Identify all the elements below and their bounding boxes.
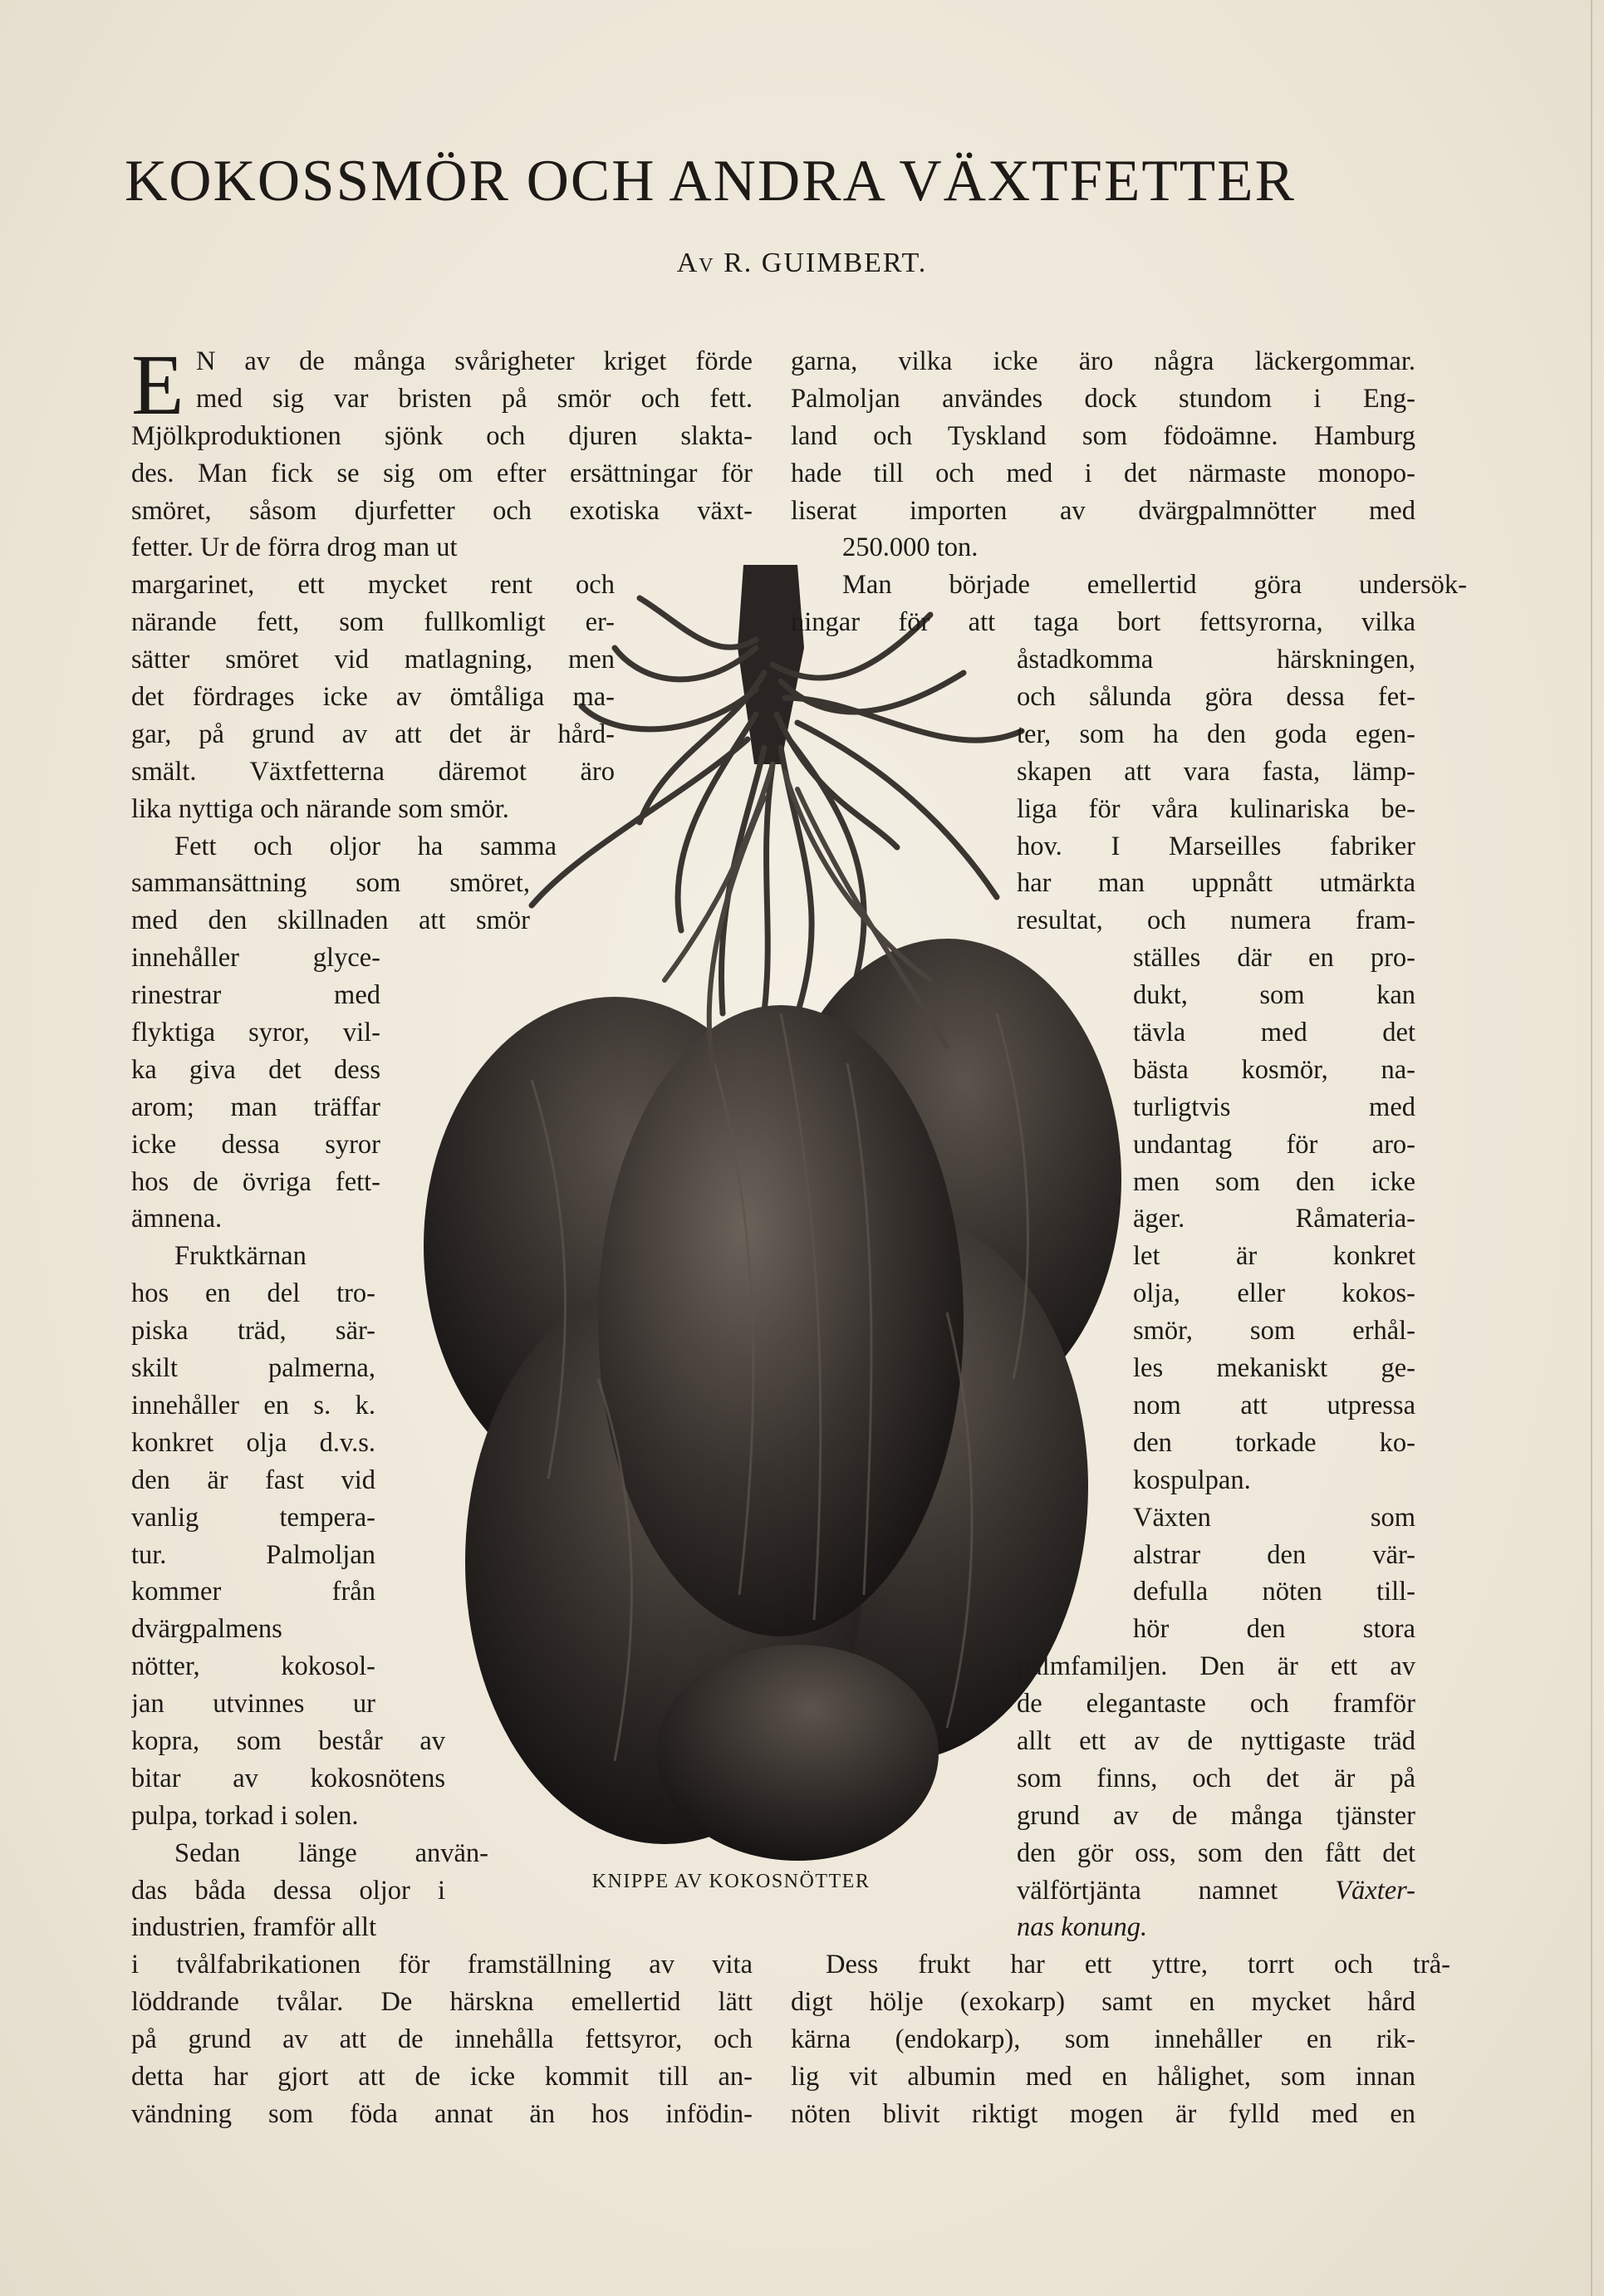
right-text-line: som finns, och det är på: [1017, 1763, 1415, 1793]
left-text-line: pulpa, torkad i solen.: [131, 1800, 359, 1831]
byline-author: R. GUIMBERT.: [724, 248, 928, 278]
right-text-line: den gör oss, som den fått det: [1017, 1837, 1415, 1868]
left-text-line: konkret olja d.v.s.: [131, 1427, 375, 1458]
left-column: [131, 337, 753, 2133]
right-text-line: les mekaniskt ge-: [1133, 1353, 1415, 1384]
left-text-line: vändning som föda annat än hos infödin-: [131, 2098, 753, 2129]
article-byline: [0, 248, 1604, 279]
right-text-line: garna, vilka icke äro några läckergommar.: [791, 346, 1415, 376]
left-text-line: på grund av att de innehålla fettsyror, och: [131, 2024, 753, 2055]
right-text-line: ställes där en pro-: [1133, 943, 1415, 974]
left-text-line: sätter smöret vid matlagning, men: [131, 645, 615, 675]
left-text-line: industrien, framför allt: [131, 1912, 377, 1943]
drop-cap: E: [131, 337, 184, 433]
right-text-line: hör den stora: [1133, 1614, 1415, 1645]
right-text-line: Växten som: [1133, 1502, 1415, 1533]
left-text-line: ämnena.: [131, 1204, 223, 1234]
left-text-line: skilt palmerna,: [131, 1353, 375, 1384]
left-text-line: das båda dessa oljor i: [131, 1875, 445, 1906]
left-text-line: ka giva det dess: [131, 1054, 380, 1085]
left-text-line: kommer från: [131, 1577, 375, 1607]
left-text-line: detta har gjort att de icke kommit till an-: [131, 2061, 753, 2092]
left-text-line: det fördrages icke av ömtåliga ma-: [131, 682, 615, 713]
right-text-line: resultat, och numera fram-: [1017, 905, 1415, 936]
right-text-line: land och Tyskland som födoämne. Hamburg: [791, 420, 1415, 451]
page-edge: [1591, 0, 1592, 2296]
right-text-line: kärna (endokarp), som innehåller en rik-: [791, 2024, 1415, 2055]
left-text-line: smöret, såsom djurfetter och exotiska växt-: [131, 495, 753, 526]
left-text-line: innehåller en s. k.: [131, 1390, 375, 1420]
left-text-line: sammansättning som smöret,: [131, 868, 530, 899]
left-text-line: närande fett, som fullkomligt er-: [131, 607, 615, 638]
left-text-line: nötter, kokosol-: [131, 1651, 375, 1682]
left-text-line: smält. Växtfetterna däremot äro: [131, 756, 615, 787]
figure-caption: KNIPPE AV KOKOSNÖTTER: [591, 1871, 871, 1892]
right-text-line: och sålunda göra dessa fet-: [1017, 682, 1415, 713]
right-text-line: turligtvis med: [1133, 1092, 1415, 1122]
left-text-line: kopra, som består av: [131, 1725, 445, 1756]
right-text-line: hade till och med i det närmaste monopo-: [791, 458, 1415, 488]
left-text-line: hos en del tro-: [131, 1278, 375, 1309]
right-text-line: skapen att vara fasta, lämp-: [1017, 756, 1415, 787]
right-text-line: lig vit albumin med en hålighet, som innan: [791, 2061, 1415, 2092]
left-text-line: margarinet, ett mycket rent och: [131, 570, 615, 601]
left-text-line: arom; man träffar: [131, 1092, 380, 1122]
right-text-line: allt ett av de nyttigaste träd: [1017, 1725, 1415, 1756]
right-text-line: 250.000 ton.: [842, 532, 979, 563]
left-text-line: des. Man fick se sig om efter ersättningar för: [131, 458, 753, 488]
left-text-line: Sedan länge använ-: [174, 1837, 488, 1868]
left-text-line: flyktiga syror, vil-: [131, 1018, 380, 1048]
right-text-line: äger. Råmateria-: [1133, 1204, 1415, 1234]
italic-term: Växter-: [1335, 1875, 1415, 1906]
right-text-line: nöten blivit riktigt mogen är fylld med en: [791, 2098, 1415, 2129]
left-text-line: lika nyttiga och närande som smör.: [131, 793, 509, 824]
left-text-line: med den skillnaden att smör: [131, 905, 530, 936]
left-text-line: innehåller glyce-: [131, 943, 380, 974]
right-text-line: välförtjänta namnet Växter-: [1017, 1875, 1415, 1906]
left-text-line: den är fast vid: [131, 1464, 375, 1495]
left-text-line: N av de många svårigheter kriget förde: [196, 346, 753, 376]
right-text-line: bästa kosmör, na-: [1133, 1054, 1415, 1085]
left-text-line: bitar av kokosnötens: [131, 1763, 445, 1793]
right-text-line: kospulpan.: [1133, 1464, 1251, 1495]
right-text-line: alstrar den vär-: [1133, 1539, 1415, 1570]
left-text-line: vanlig tempera-: [131, 1502, 375, 1533]
right-text-line: åstadkomma härskningen,: [1017, 645, 1415, 675]
right-text-line: liserat importen av dvärgpalmnötter med: [791, 495, 1415, 526]
right-text-line: let är konkret: [1133, 1241, 1415, 1272]
right-column: [791, 343, 1467, 2133]
right-text-line: Dess frukt har ett yttre, torrt och trå-: [826, 1950, 1450, 1980]
right-text-line: Man började emellertid göra undersök-: [842, 570, 1467, 601]
right-text-line: tävla med det: [1133, 1018, 1415, 1048]
right-text-line: nas konung.: [1017, 1912, 1148, 1943]
left-text-line: tur. Palmoljan: [131, 1539, 375, 1570]
right-text-line: hov. I Marseilles fabriker: [1017, 831, 1415, 861]
right-text-line: liga för våra kulinariska be-: [1017, 793, 1415, 824]
article-title: KOKOSSMÖR OCH ANDRA VÄXTFETTER: [125, 149, 1296, 213]
right-text-line: palmfamiljen. Den är ett av: [1017, 1651, 1415, 1682]
right-text-line: olja, eller kokos-: [1133, 1278, 1415, 1309]
left-text-line: löddrande tvålar. De härskna emellertid lätt: [131, 1987, 753, 2018]
left-text-line: med sig var bristen på smör och fett.: [196, 383, 753, 414]
left-text-line: Fett och oljor ha samma: [174, 831, 557, 861]
right-text-line: nom att utpressa: [1133, 1390, 1415, 1420]
left-text-line: i tvålfabrikationen för framställning av vita: [131, 1950, 753, 1980]
right-text-line: den torkade ko-: [1133, 1427, 1415, 1458]
right-text-line: Palmoljan användes dock stundom i Eng-: [791, 383, 1415, 414]
right-text-line: undantag för aro-: [1133, 1129, 1415, 1160]
left-text-line: jan utvinnes ur: [131, 1689, 375, 1720]
left-text-line: gar, på grund av att det är hård-: [131, 719, 615, 749]
left-text-line: dvärgpalmens: [131, 1614, 282, 1645]
right-text-line: dukt, som kan: [1133, 980, 1415, 1011]
left-text-line: piska träd, sär-: [131, 1316, 375, 1347]
left-text-line: Mjölkproduktionen sjönk och djuren slakta-: [131, 420, 753, 451]
left-text-line: icke dessa syror: [131, 1129, 380, 1160]
right-text-line: har man uppnått utmärkta: [1017, 868, 1415, 899]
right-text-line: ningar för att taga bort fettsyrorna, vilka: [791, 607, 1415, 638]
left-text-line: rinestrar med: [131, 980, 380, 1011]
left-text-line: fetter. Ur de förra drog man ut: [131, 532, 458, 563]
left-text-line: Fruktkärnan: [174, 1241, 307, 1272]
right-text-line: men som den icke: [1133, 1166, 1415, 1197]
right-text-line: defulla nöten till-: [1133, 1577, 1415, 1607]
right-text-line: ter, som ha den goda egen-: [1017, 719, 1415, 749]
byline-prefix: Av: [676, 248, 715, 278]
right-text-line: digt hölje (exokarp) samt en mycket hård: [791, 1987, 1415, 2018]
left-text-line: hos de övriga fett-: [131, 1166, 380, 1197]
right-text-line: de elegantaste och framför: [1017, 1689, 1415, 1720]
right-text-line: smör, som erhål-: [1133, 1316, 1415, 1347]
right-text-line: grund av de många tjänster: [1017, 1800, 1415, 1831]
